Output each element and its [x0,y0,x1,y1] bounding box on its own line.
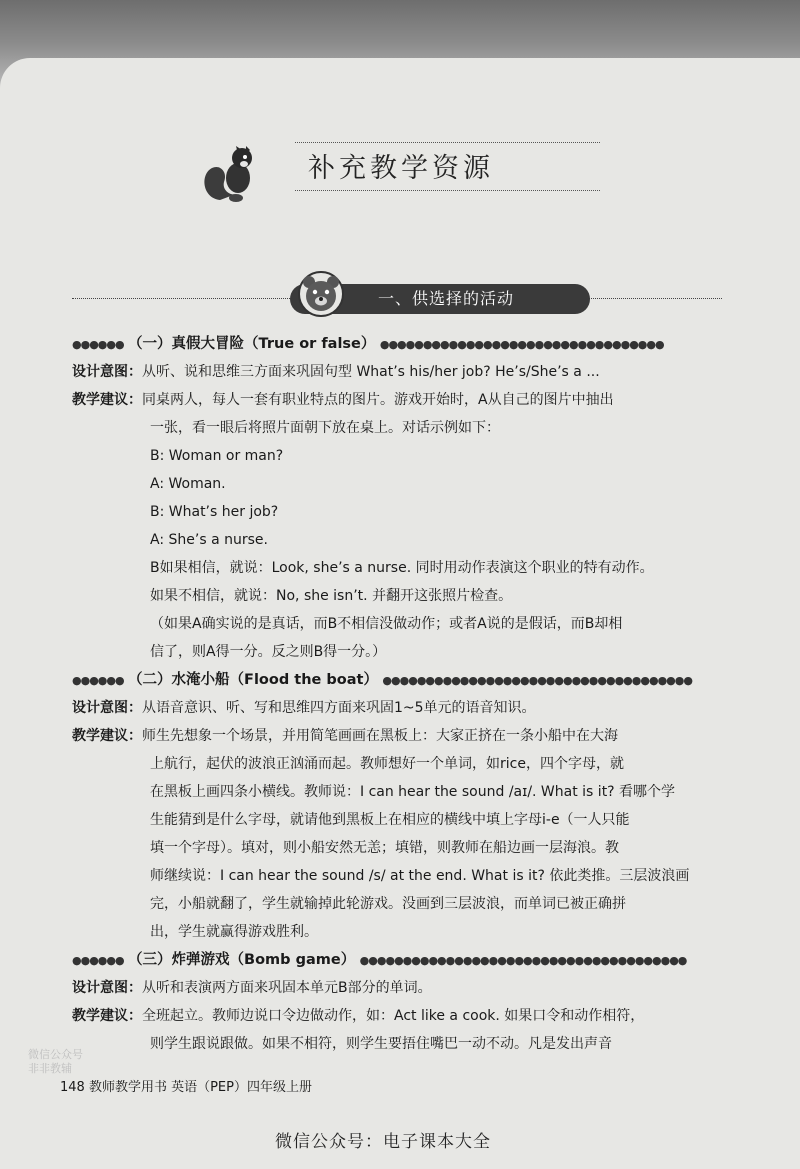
text-line: B如果相信，就说：Look, she’s a nurse. 同时用动作表演这个职业的特有动作。 [150,560,654,576]
section-header [72,280,722,320]
heading-dots-trail: ●●●●●●●●●●●●●●●●●●●●●●●●●●●●●●●●● [379,338,664,351]
heading-title: 水淹小船 [171,672,230,688]
stamp-line: 非非教辅 [28,1062,72,1075]
heading-english: （Bomb game） [229,952,356,968]
heading-english: （Flood the boat） [229,672,378,688]
section-title: 一、供选择的活动 [290,284,590,314]
watermark-text: 微信公众号：电子课本大全 [275,1132,491,1152]
intent-label: 设计意图： [72,980,142,996]
line-text: 从听、说和思维三方面来巩固句型 What’s his/her job? He’s/She’s a ... [142,364,600,380]
heading-number: （三） [128,952,172,968]
title-block [200,138,600,208]
text-line: 填一个字母）。填对，则小船安然无恙；填错，则教师在船边画一层海浪。教 [150,840,619,856]
heading-dots-trail: ●●●●●●●●●●●●●●●●●●●●●●●●●●●●●●●●●●●● [382,674,692,687]
text-line: 信了，则A得一分。反之则B得一分。） [150,644,387,660]
heading-title: 炸弹游戏 [171,952,230,968]
heading-english: （True or false） [244,336,376,352]
stamp-line: 微信公众号 [28,1048,83,1061]
text-line: 在黑板上画四条小横线。教师说：I can hear the sound /aɪ/. What is it? 看哪个学 [150,784,676,800]
text-line: A: Woman. [150,476,226,492]
heading-title: 真假大冒险 [171,336,245,352]
activity-heading-1 [72,334,664,355]
text-line: （如果A确实说的是真话，而B不相信没做动作；或者A说的是假话，而B却相 [150,616,623,632]
text-line [72,726,618,746]
line-text: 同桌两人，每人一套有职业特点的图片。游戏开始时，A从自己的图片中抽出 [142,392,614,408]
bleed-through-margin [755,110,800,1070]
text-line [72,698,536,718]
title-rule-top [295,142,600,143]
text-line [72,978,432,998]
advice-label: 教学建议： [72,728,142,744]
text-line: 一张，看一眼后将照片面朝下放在桌上。对话示例如下： [150,420,500,436]
text-line [72,362,600,382]
text-line: B: What’s her job? [150,504,279,520]
heading-dots: ●●●●●● [72,954,124,967]
heading-dots-trail: ●●●●●●●●●●●●●●●●●●●●●●●●●●●●●●●●●●●●●● [359,954,687,967]
text-line: 如果不相信，就说：No, she isn’t. 并翻开这张照片检查。 [150,588,513,604]
text-line: 师继续说：I can hear the sound /s/ at the end. What is it? 依此类推。三层波浪画 [150,868,690,884]
text-line: 则学生跟说跟做。如果不相符，则学生要捂住嘴巴一动不动。凡是发出声音 [150,1036,612,1052]
text-line [72,390,614,410]
title-rule-bottom [295,190,600,191]
squirrel-icon [200,138,262,208]
advice-label: 教学建议： [72,392,142,408]
text-line: 生能猜到是什么字母，就请他到黑板上在相应的横线中填上字母i-e（一人只能 [150,812,630,828]
text-line: 完，小船就翻了，学生就输掉此轮游戏。没画到三层波浪，而单词已被正确拼 [150,896,626,912]
text-line: A: She’s a nurse. [150,532,268,548]
page-footer: 148 教师教学用书 英语（PEP）四年级上册 [60,1080,312,1095]
line-text: 从语音意识、听、写和思维四方面来巩固1~5单元的语音知识。 [142,700,536,716]
text-line [72,1006,644,1026]
heading-number: （二） [128,672,172,688]
text-line: 出，学生就赢得游戏胜利。 [150,924,318,940]
intent-label: 设计意图： [72,700,142,716]
page-title: 补充教学资源 [308,153,494,184]
heading-dots: ●●●●●● [72,338,124,351]
line-text: 全班起立。教师边说口令边做动作，如：Act like a cook. 如果口令和动作相符， [142,1008,645,1024]
heading-dots: ●●●●●● [72,674,124,687]
line-text: 从听和表演两方面来巩固本单元B部分的单词。 [142,980,432,996]
advice-label: 教学建议： [72,1008,142,1024]
activity-heading-2 [72,670,692,691]
text-line: B: Woman or man? [150,448,284,464]
text-line: 上航行，起伏的波浪正汹涌而起。教师想好一个单词，如rice，四个字母，就 [150,756,624,772]
line-text: 师生先想象一个场景，并用简笔画画在黑板上：大家正挤在一条小船中在大海 [142,728,618,744]
intent-label: 设计意图： [72,364,142,380]
activity-heading-3 [72,950,686,971]
heading-number: （一） [128,336,172,352]
bear-icon [294,268,348,318]
